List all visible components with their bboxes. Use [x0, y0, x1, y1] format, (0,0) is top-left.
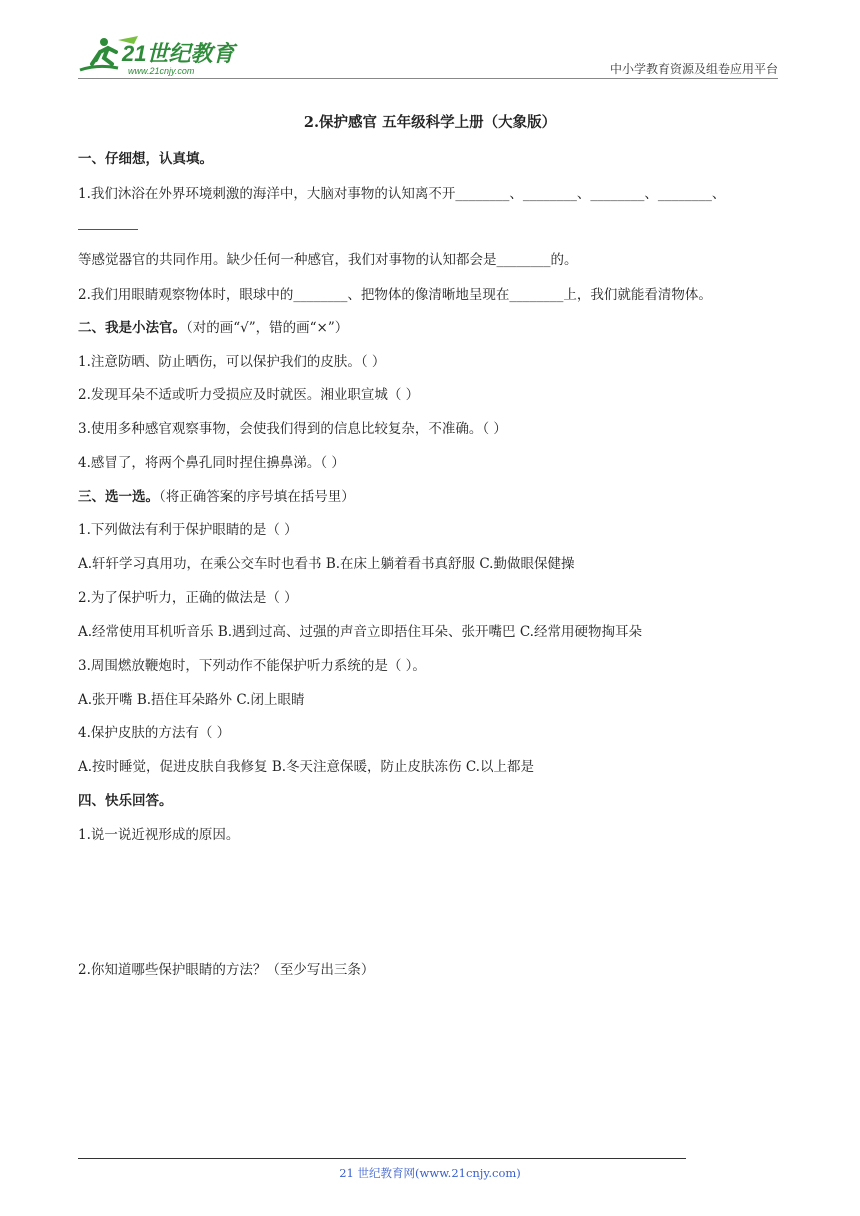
- q4-1-text: 1.说一说近视形成的原因。: [78, 827, 240, 843]
- q1-1-text-cont: 等感觉器官的共同作用。缺少任何一种感官，我们对事物的认知都会是________的。: [78, 252, 578, 268]
- q2-2-text: 2.发现耳朵不适或听力受损应及时就医。湘业职宣城（ ）: [78, 387, 420, 403]
- footer-divider: [78, 1158, 686, 1159]
- section-2-heading: [78, 316, 348, 336]
- q3-2-options: A.经常使用耳机听音乐 B.遇到过高、过强的声音立即捂住耳朵、张开嘴巴 C.经常用硬物掏耳朵: [78, 624, 642, 640]
- q3-4-text: 4.保护皮肤的方法有（ ）: [78, 725, 231, 741]
- q3-3-options: A.张开嘴 B.捂住耳朵路外 C.闭上眼睛: [78, 692, 305, 708]
- q2-1-text: 1.注意防晒、防止晒伤，可以保护我们的皮肤。（ ）: [78, 354, 386, 370]
- section-3-heading: [78, 485, 355, 505]
- section-3-title: 三、选一选。: [78, 489, 159, 505]
- q3-2-text: 2.为了保护听力，正确的做法是（ ）: [78, 590, 298, 606]
- fill-blank-line: [78, 229, 138, 230]
- section-2-title: 二、我是小法官。: [78, 320, 186, 336]
- q1-2-text: 2.我们用眼睛观察物体时，眼球中的________、把物体的像清晰地呈现在________上，我们就能看清物体。: [78, 287, 712, 303]
- q3-1-options: A.轩轩学习真用功，在乘公交车时也看书 B.在床上躺着看书真舒服 C.勤做眼保健操: [78, 556, 575, 572]
- q4-2-text: 2.你知道哪些保护眼睛的方法？（至少写出三条）: [78, 962, 375, 978]
- page-title: 2.保护感官 五年级科学上册（大象版）: [303, 114, 557, 131]
- section-3-instruction: （将正确答案的序号填在括号里）: [159, 489, 355, 505]
- section-1-heading: 一、仔细想，认真填。: [78, 151, 213, 167]
- q1-1-text: 1.我们沐浴在外界环境刺激的海洋中，大脑对事物的认知离不开________、________、________、________、: [78, 186, 726, 202]
- footer-text: 21 世纪教育网(www.21cnjy.com): [339, 1166, 521, 1180]
- q3-4-options: A.按时睡觉，促进皮肤自我修复 B.冬天注意保暖，防止皮肤冻伤 C.以上都是: [78, 759, 534, 775]
- logo-21cnjy: [78, 34, 253, 76]
- q2-3-text: 3.使用多种感官观察事物，会使我们得到的信息比较复杂，不准确。（ ）: [78, 421, 507, 437]
- svg-text:www.21cnjy.com: www.21cnjy.com: [128, 66, 195, 76]
- section-2-instruction: （对的画“√”，错的画“×”）: [186, 320, 349, 336]
- page-header: [78, 30, 778, 82]
- header-platform-text: 中小学教育资源及组卷应用平台: [609, 62, 778, 76]
- q3-3-text: 3.周围燃放鞭炮时，下列动作不能保护听力系统的是（ ）。: [78, 658, 426, 674]
- section-4-heading: 四、快乐回答。: [78, 793, 173, 809]
- header-divider: [78, 78, 778, 79]
- svg-text:21世纪教育: 21世纪教育: [122, 41, 235, 66]
- q2-4-text: 4.感冒了，将两个鼻孔同时捏住擤鼻涕。（ ）: [78, 455, 345, 471]
- q3-1-text: 1.下列做法有利于保护眼睛的是（ ）: [78, 522, 298, 538]
